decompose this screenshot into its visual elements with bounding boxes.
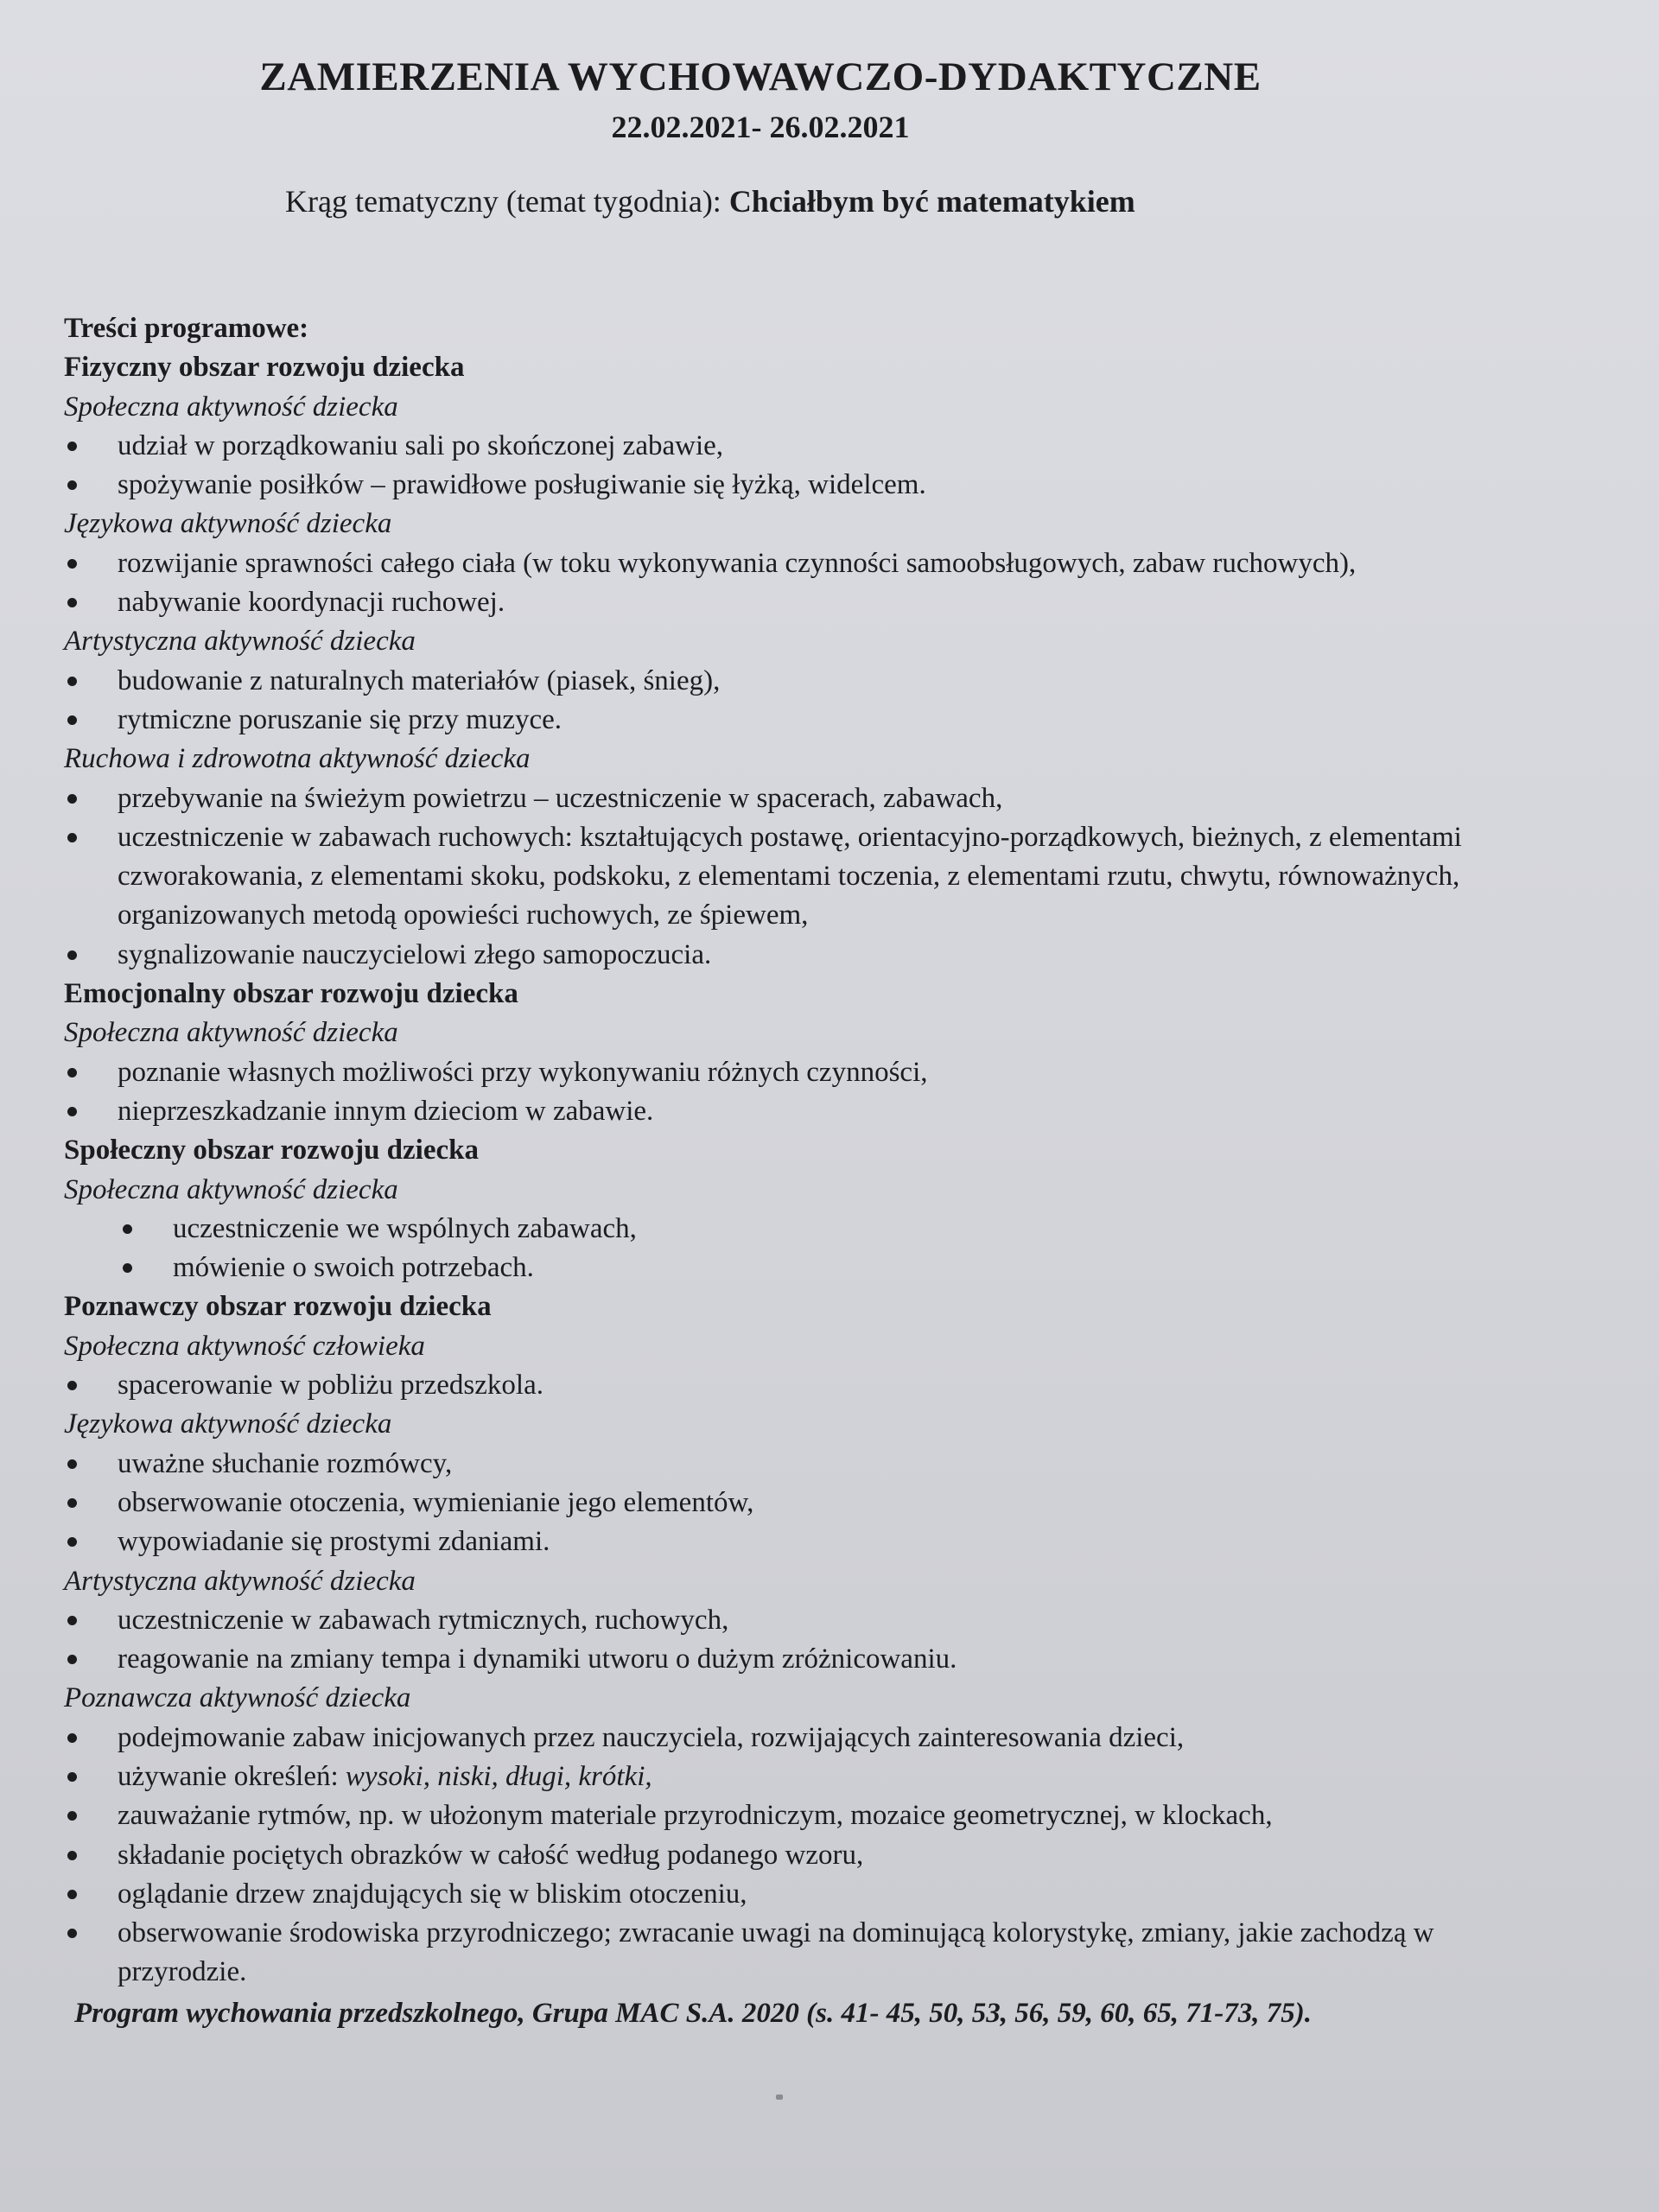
terms-value: wysoki, niski, długi, krótki,: [345, 1760, 652, 1792]
list-item: nabywanie koordynacji ruchowej.: [64, 583, 1481, 622]
list-item: uczestniczenie w zabawach ruchowych: kształtujących postawę, orientacyjno-porządkowych, bieżnych, z elementami czworakowania, z elementami skoku, podskoku, z elementami toczenia, z elementami rzutu, chwytu, równoważnych, organizowanych metodą opowieści ruchowych, ze śpiewem,: [64, 818, 1481, 936]
list-item: mówienie o swoich potrzebach.: [64, 1249, 1481, 1287]
subsection-title: Ruchowa i zdrowotna aktywność dziecka: [64, 743, 531, 775]
list-item: obserwowanie środowiska przyrodniczego; zwracanie uwagi na dominującą kolorystykę, zmiany, jakie zachodzą w przyrodzie.: [64, 1914, 1481, 1993]
list-item: wypowiadanie się prostymi zdaniami.: [64, 1522, 1481, 1561]
section-heading-physical: Fizyczny obszar rozwoju dziecka: [64, 352, 465, 384]
terms-prefix: używanie określeń:: [118, 1760, 346, 1792]
list-item: oglądanie drzew znajdujących się w bliskim otoczeniu,: [64, 1875, 1481, 1914]
list-item: przebywanie na świeżym powietrzu – uczestniczenie w spacerach, zabawach,: [64, 779, 1481, 818]
subsection-title: Społeczna aktywność człowieka: [64, 1330, 425, 1362]
list-item: uczestniczenie we wspólnych zabawach,: [64, 1210, 1481, 1249]
list-item: zauważanie rytmów, np. w ułożonym materiale przyrodniczym, mozaice geometrycznej, w klockach,: [64, 1796, 1481, 1835]
list-item: [64, 1758, 1481, 1796]
weekly-theme: [285, 183, 1135, 219]
program-content: [64, 309, 1481, 2033]
subsection-title: Poznawcza aktywność dziecka: [64, 1682, 411, 1714]
list-item: nieprzeszkadzanie innym dzieciom w zabawie.: [64, 1092, 1481, 1131]
subsection-title: Społeczna aktywność dziecka: [64, 1017, 398, 1049]
list-item: rozwijanie sprawności całego ciała (w toku wykonywania czynności samoobsługowych, zabaw ruchowych),: [64, 544, 1481, 583]
section-heading-social: Społeczny obszar rozwoju dziecka: [64, 1135, 479, 1166]
subsection-title: Artystyczna aktywność dziecka: [64, 1565, 416, 1597]
subsection-title: Społeczna aktywność dziecka: [64, 1173, 398, 1205]
list-item: budowanie z naturalnych materiałów (piasek, śnieg),: [64, 662, 1481, 701]
list-item: rytmiczne poruszanie się przy muzyce.: [64, 701, 1481, 740]
list-item: podejmowanie zabaw inicjowanych przez nauczyciela, rozwijających zainteresowania dzieci,: [64, 1719, 1481, 1758]
subsection-title: Artystyczna aktywność dziecka: [64, 626, 416, 658]
section-heading-cognitive: Poznawczy obszar rozwoju dziecka: [64, 1291, 492, 1323]
theme-label: Krąg tematyczny (temat tygodnia):: [285, 184, 729, 219]
source-citation: Program wychowania przedszkolnego, Grupa MAC S.A. 2020 (s. 41- 45, 50, 53, 56, 59, 60, 65, 71-73, 75).: [74, 1997, 1312, 2029]
list-item: składanie pociętych obrazków w całość według podanego wzoru,: [64, 1836, 1481, 1875]
list-item: sygnalizowanie nauczycielowi złego samopoczucia.: [64, 936, 1481, 975]
document-title: ZAMIERZENIA WYCHOWAWCZO-DYDAKTYCZNE: [259, 54, 1262, 99]
list-item: obserwowanie otoczenia, wymienianie jego elementów,: [64, 1484, 1481, 1522]
theme-value: Chciałbym być matematykiem: [728, 184, 1135, 219]
list-item: reagowanie na zmiany tempa i dynamiki utworu o dużym zróżnicowaniu.: [64, 1640, 1481, 1679]
list-item: udział w porządkowaniu sali po skończonej zabawie,: [64, 427, 1481, 466]
list-item: spożywanie posiłków – prawidłowe posługiwanie się łyżką, widelcem.: [64, 466, 1481, 505]
list-item: uważne słuchanie rozmówcy,: [64, 1445, 1481, 1484]
list-item: uczestniczenie w zabawach rytmicznych, ruchowych,: [64, 1601, 1481, 1640]
subsection-title: Językowa aktywność dziecka: [64, 508, 392, 540]
subsection-title: Językowa aktywność dziecka: [64, 1408, 392, 1440]
list-item: spacerowanie w pobliżu przedszkola.: [64, 1366, 1481, 1405]
section-heading-emotional: Emocjonalny obszar rozwoju dziecka: [64, 978, 518, 1010]
date-range: 22.02.2021- 26.02.2021: [611, 110, 910, 144]
paper-speck: [776, 2094, 783, 2100]
program-heading: Treści programowe:: [64, 313, 309, 344]
subsection-title: Społeczna aktywność dziecka: [64, 391, 398, 423]
list-item: poznanie własnych możliwości przy wykonywaniu różnych czynności,: [64, 1053, 1481, 1092]
